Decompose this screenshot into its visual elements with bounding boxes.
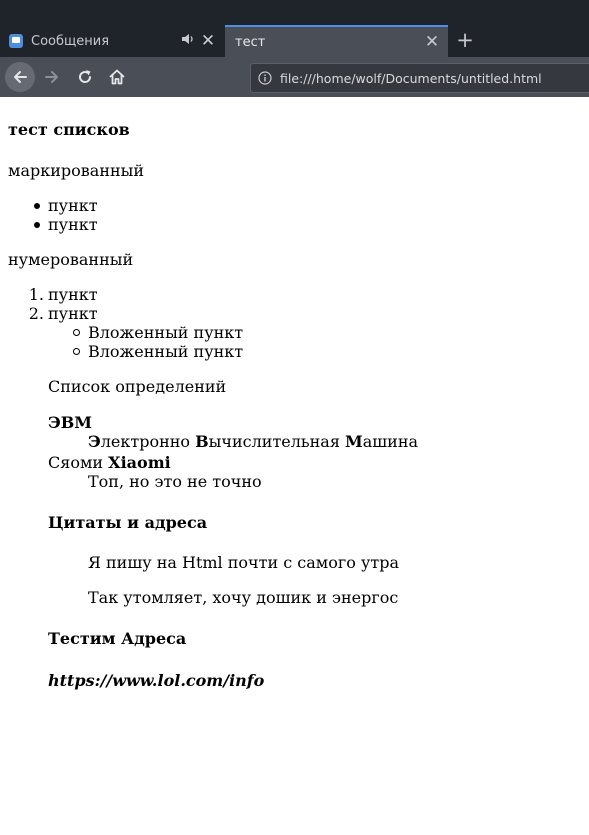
close-icon[interactable]: ✕ xyxy=(424,31,440,52)
ordered-list-label: нумерованный xyxy=(8,250,134,269)
definition-letter: Э xyxy=(88,432,101,451)
reload-button[interactable] xyxy=(70,62,100,92)
info-circle-icon[interactable] xyxy=(258,71,272,85)
definition-text: ычислительная xyxy=(208,432,346,451)
forward-button[interactable] xyxy=(37,62,67,92)
definition-description xyxy=(88,432,418,451)
bullet-disc xyxy=(34,222,40,228)
list-item: пункт xyxy=(48,304,98,323)
definition-term: ЭВМ xyxy=(48,413,92,432)
tab-test[interactable] xyxy=(225,25,448,57)
nested-list-item: Вложенный пункт xyxy=(88,342,244,361)
reload-icon xyxy=(76,68,94,86)
home-button[interactable] xyxy=(102,62,132,92)
tab-title: тест xyxy=(235,34,266,50)
tab-bar xyxy=(0,0,589,57)
bullet-disc xyxy=(34,203,40,209)
arrow-right-icon xyxy=(43,68,61,86)
section-heading: Цитаты и адреса xyxy=(48,513,208,532)
term-text: Сяоми xyxy=(48,453,109,472)
list-item: пункт xyxy=(48,196,98,215)
list-item: пункт xyxy=(48,215,98,234)
page-heading: тест списков xyxy=(8,120,130,139)
tab-messages[interactable] xyxy=(0,25,224,57)
arrow-left-icon xyxy=(11,68,29,86)
list-item: пункт xyxy=(48,285,98,304)
definition-text: лектронно xyxy=(100,432,196,451)
home-icon xyxy=(108,68,126,86)
tab-title: Сообщения xyxy=(31,33,110,49)
bullet-circle xyxy=(73,348,80,355)
chat-bubble-icon xyxy=(9,34,23,48)
definition-letter: В xyxy=(195,432,209,451)
definition-text: ашина xyxy=(362,432,419,451)
address-text: https://www.lol.com/info xyxy=(48,671,265,690)
definition-letter: М xyxy=(345,432,363,451)
definition-term xyxy=(48,453,171,472)
section-heading: Тестим Адреса xyxy=(48,629,187,648)
address-bar[interactable] xyxy=(250,63,589,93)
bullet-circle xyxy=(73,329,80,336)
back-button[interactable] xyxy=(5,62,35,92)
blockquote: Так утомляет, хочу дошик и энергос xyxy=(88,588,399,607)
definition-list-title: Список определений xyxy=(48,377,227,396)
page-content xyxy=(0,97,589,835)
plus-icon[interactable]: + xyxy=(456,28,474,52)
blockquote: Я пишу на Html почти с самого утра xyxy=(88,553,400,572)
term-text-bold: Xiaomi xyxy=(108,453,171,472)
url-text[interactable]: file:///home/wolf/Documents/untitled.html xyxy=(280,70,542,86)
nested-list-item: Вложенный пункт xyxy=(88,323,244,342)
definition-description: Топ, но это не точно xyxy=(88,472,262,491)
speaker-icon[interactable] xyxy=(180,33,196,49)
navigation-toolbar xyxy=(0,57,589,97)
list-number: 2. xyxy=(28,304,44,323)
unordered-list-label: маркированный xyxy=(8,161,145,180)
close-icon[interactable]: ✕ xyxy=(200,30,216,51)
list-number: 1. xyxy=(28,285,44,304)
